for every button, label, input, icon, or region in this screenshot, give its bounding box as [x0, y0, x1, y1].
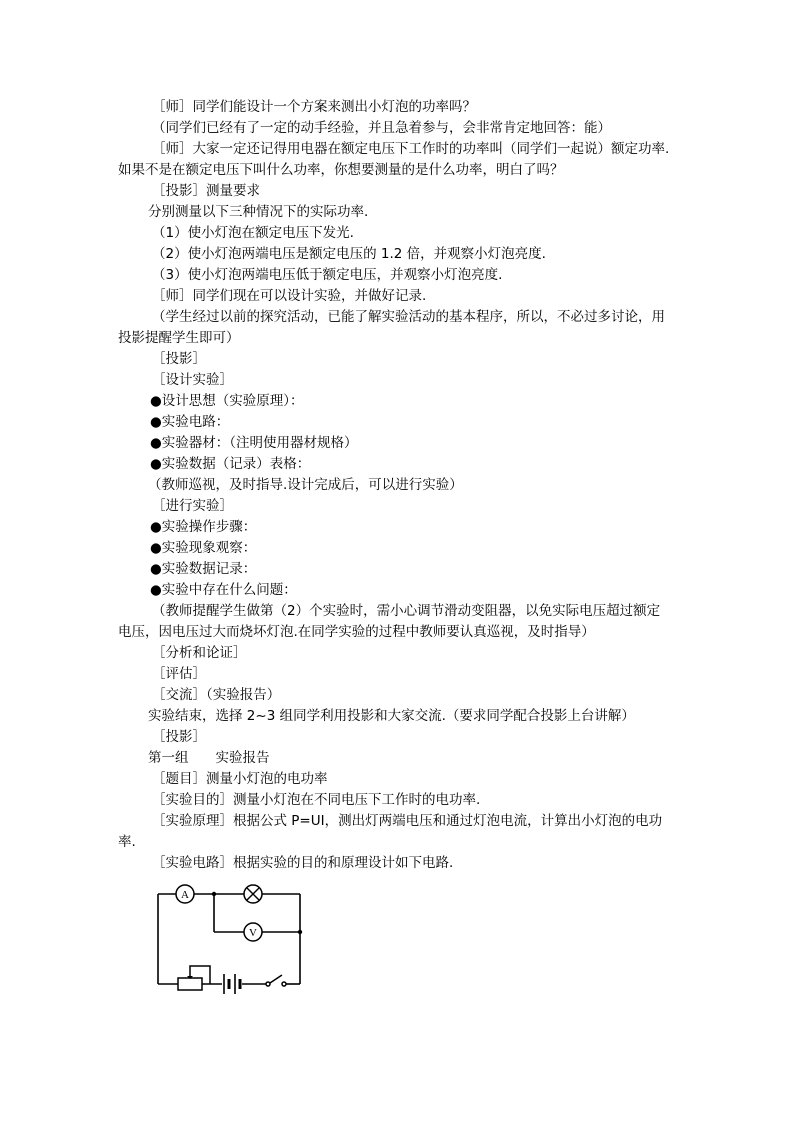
junction-dot [298, 930, 302, 934]
text-line: 实验结束，选择 2~3 组同学利用投影和大家交流.（要求同学配合投影上台讲解） [148, 708, 635, 724]
bullet-item: ●实验电路： [150, 414, 230, 430]
text-line: ［师］大家一定还记得用电器在额定电压下工作时的功率叫（同学们一起说）额定功率. [152, 141, 670, 157]
text-line: 率. [118, 834, 136, 850]
text-line: ［师］同学们现在可以设计实验，并做好记录. [152, 288, 427, 304]
voltmeter-symbol [244, 923, 262, 941]
bullet-item: ●实验中存在什么问题： [150, 582, 297, 598]
text-line: （学生经过以前的探究活动，已能了解实验活动的基本程序，所以，不必过多讨论，用 [152, 309, 665, 325]
text-line: ［实验电路］根据实验的目的和原理设计如下电路. [152, 855, 454, 871]
text-line: ［评估］ [152, 666, 206, 682]
text-line: （教师提醒学生做第（2）个实验时，需小心调节滑动变阻器，以免实际电压超过额定 [152, 603, 661, 619]
bullet-item: ●实验现象观察： [150, 540, 257, 556]
text-line: （教师巡视，及时指导.设计完成后，可以进行实验） [148, 477, 463, 493]
text-line: ［投影］测量要求 [152, 183, 260, 199]
text-line: （3）使小灯泡两端电压低于额定电压，并观察小灯泡亮度. [152, 267, 503, 283]
text-line: 如果不是在额定电压下叫什么功率，你想要测量的是什么功率，明白了吗？ [118, 162, 564, 178]
bullet-item: ●设计思想（实验原理）： [150, 393, 304, 409]
text-line: ［投影］ [152, 351, 206, 367]
voltmeter-label: V [249, 927, 257, 939]
text-line: （2）使小灯泡两端电压是额定电压的 1.2 倍，并观察小灯泡亮度. [152, 246, 546, 262]
switch-symbol [266, 975, 286, 986]
junction-dot [212, 892, 216, 896]
text-line: ［交流］（实验报告） [152, 687, 281, 703]
text-line: （同学们已经有了一定的动手经验，并且急着参与，会非常肯定地回答：能） [152, 120, 611, 136]
text-line: ［题目］测量小灯泡的电功率 [152, 771, 328, 787]
text-line: 投影提醒学生即可） [118, 330, 240, 346]
circuit-diagram [148, 880, 318, 995]
text-line: ［进行实验］ [152, 498, 233, 514]
text-line: ［分析和论证］ [152, 645, 247, 661]
bullet-item: ●实验数据记录： [150, 561, 257, 577]
bullet-item: ●实验数据（记录）表格： [150, 456, 311, 472]
ammeter-symbol [176, 885, 194, 903]
text-line: ［实验目的］测量小灯泡在不同电压下工作时的电功率. [152, 792, 481, 808]
text-line: ［投影］ [152, 729, 206, 745]
battery-symbol [224, 974, 240, 994]
text-line: 电压，因电压过大而烧坏灯泡.在同学实验的过程中教师要认真巡视，及时指导） [118, 624, 595, 640]
lamp-symbol [244, 885, 262, 903]
text-line: ［师］同学们能设计一个方案来测出小灯泡的功率吗？ [152, 99, 476, 115]
text-line: （1）使小灯泡在额定电压下发光. [152, 225, 354, 241]
text-line: 分别测量以下三种情况下的实际功率. [148, 204, 369, 220]
ammeter-label: A [181, 889, 189, 901]
rheostat-symbol [178, 966, 210, 990]
text-line: ［实验原理］根据公式 P=UI，测出灯两端电压和通过灯泡电流，计算出小灯泡的电功 [152, 813, 663, 829]
bullet-item: ●实验操作步骤： [150, 519, 257, 535]
text-line: 第一组 实验报告 [148, 750, 270, 766]
bullet-item: ●实验器材：（注明使用器材规格） [150, 435, 358, 451]
text-line: ［设计实验］ [152, 372, 233, 388]
